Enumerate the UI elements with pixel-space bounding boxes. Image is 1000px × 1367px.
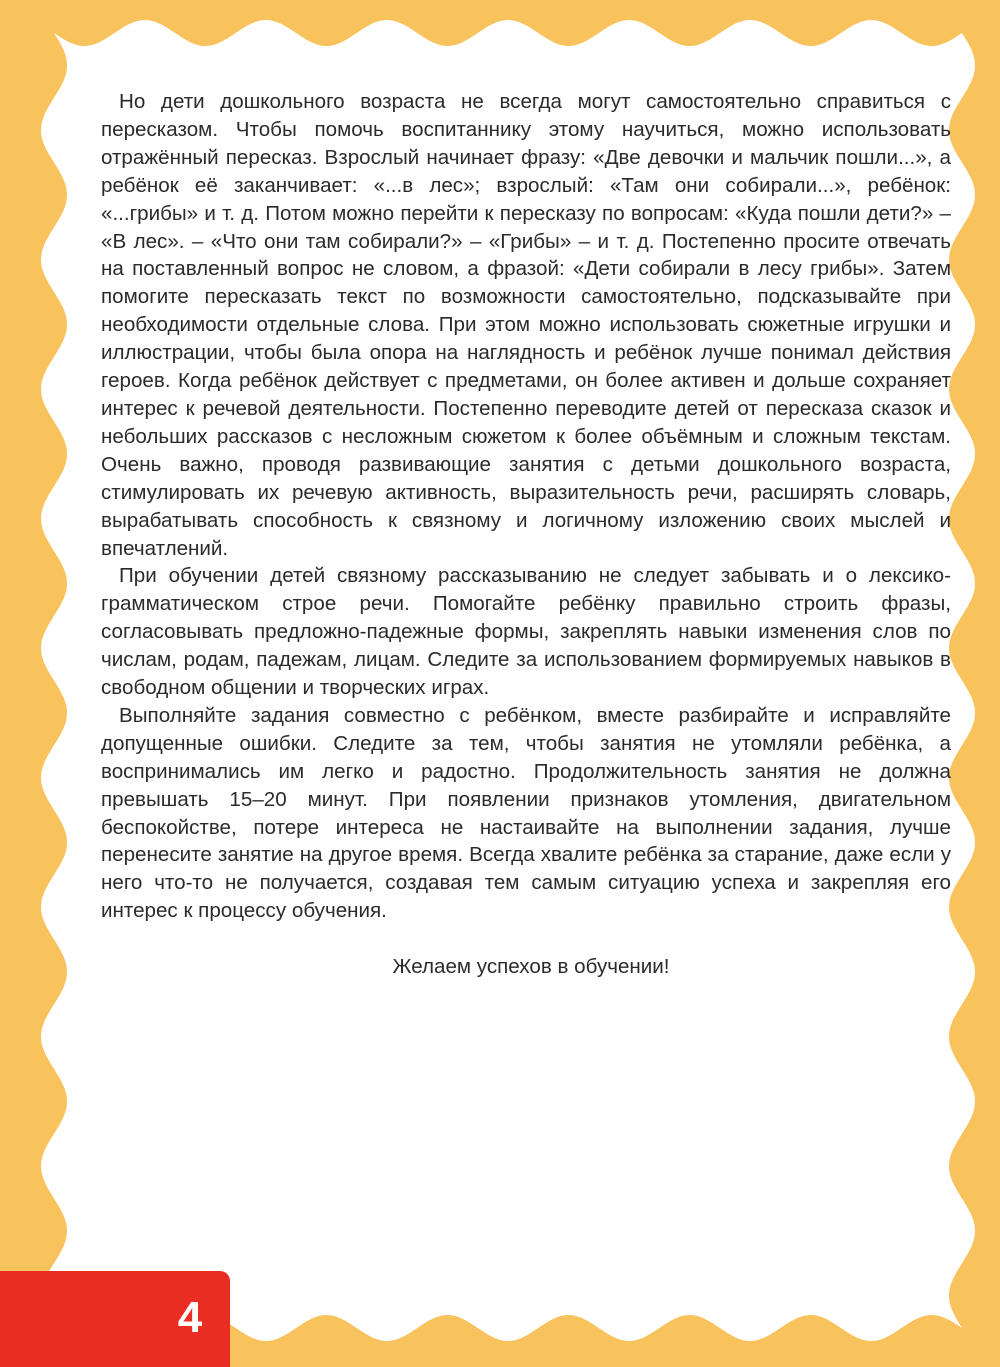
page-number: 4 <box>177 1293 203 1342</box>
paragraph-tasks: Выполняйте задания совместно с ребёнком, вместе разбирайте и исправляйте допущенные ошибки. Следите за тем, чтобы занятия не утомляли ребёнка, а воспринимались им легко и радостно. Продолжительность занятия не должна превышать 15–20 минут. При появлении признаков утомления, двигательном беспокойстве, потере интереса не настаивайте на выполнении задания, лучше перенесите занятие на другое время. Всегда хвалите ребёнка за старание, даже если у него что-то не получается, создавая тем самым ситуацию успеха и закрепляя его интерес к процессу обучения. <box>101 703 951 923</box>
paragraph-grammar: При обучении детей связному рассказыванию не следует забывать и о лексико-грамматическом строе речи. Помогайте ребёнку правильно строить фразы, согласовывать предложно-падежные формы, закреплять навыки изменения слов по числам, родам, падежам, лицам. Следите за использованием формируемых навыков в свободном общении и творческих играх. <box>101 564 951 700</box>
paragraph-retelling: Но дети дошкольного возраста не всегда могут самостоятельно справиться с пересказом. Чтобы помочь воспитаннику этому научиться, можно использовать отражённый пересказ. Взрослый начинает фразу: «Две девочки и мальчик пошли...», а ребёнок её заканчивает: «...в лес»; взрослый: «Там они собирали...», ребёнок: «...грибы» и т. д. Потом можно перейти к пересказу по вопросам: «Куда пошли дети?» – «В лес». – «Что они там собирали?» – «Грибы» – и т. д. Постепенно просите отвечать на поставленный вопрос не словом, а фразой: «Дети собирали в лесу грибы». Затем помогите пересказать текст по возможности самостоятельно, подсказывайте при необходимости отдельные слова. При этом можно использовать сюжетные игрушки и иллюстрации, чтобы была опора на наглядность и ребёнок лучше понимал действия героев. Когда ребёнок действует с предметами, он более активен и дольше сохраняет интерес к речевой деятельности. Постепенно переводите детей от пересказа сказок и небольших рассказов с несложным сюжетом к более объёмным и сложным текстам. Очень важно, проводя развивающие занятия с детьми дошкольного возраста, стимулировать их речевую активность, выразительность речи, расширять словарь, вырабатывать способность к связному и логичному изложению своих мыслей и впечатлений. <box>101 90 951 560</box>
closing-wish: Желаем успехов в обучении! <box>392 955 670 979</box>
article-body <box>101 88 951 981</box>
